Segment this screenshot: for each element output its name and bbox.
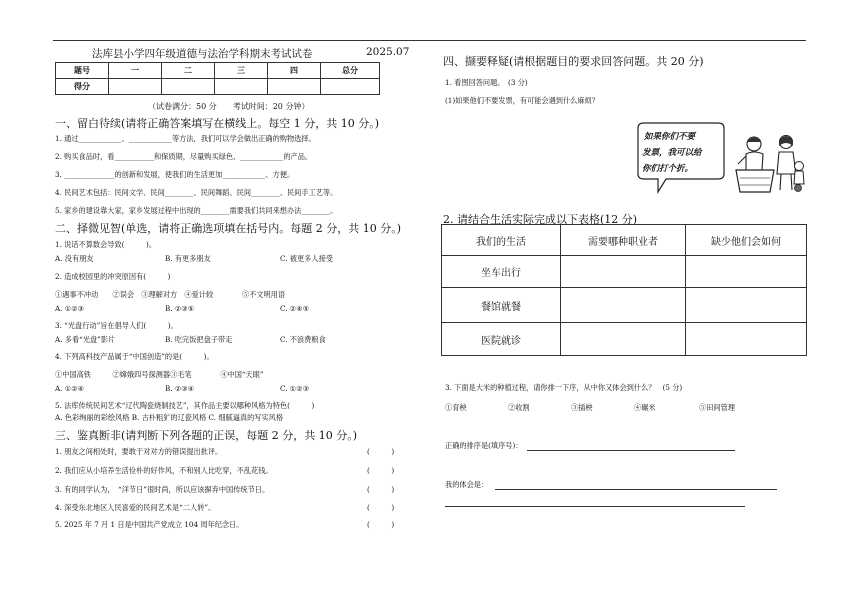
table-row-label: 医院就诊 <box>442 323 561 356</box>
option-a[interactable]: A. ①②③ <box>55 304 85 313</box>
judge-item: 2. 我们应从小培养生活俭朴的好作风，不和别人比吃穿，不乱花钱。 <box>55 466 273 475</box>
question-4-items: ①中国高铁 ②嫦娥四号探测器③毛笔 ④中国“天眼” <box>55 370 264 379</box>
table-row <box>442 323 807 356</box>
question-5[interactable]: 5. 法库传统民间艺术“辽代陶瓷烧制技艺”，其作品主要以哪种风格为特色( ) <box>55 401 315 410</box>
judge-paren[interactable]: ( ) <box>367 447 395 456</box>
bubble-line: 你们打个折。 <box>642 164 694 174</box>
q1-subquestion: (1)如果他们不要发票，有可能会遇到什么麻烦？ <box>445 96 599 105</box>
score-cell: 一 <box>109 63 162 79</box>
judge-paren[interactable]: ( ) <box>367 485 395 494</box>
table-header: 我们的生活 <box>442 225 561 256</box>
fill-item[interactable]: 1. 通过____________、____________等方法，我们可以学会做出正确的购物选择。 <box>55 134 316 143</box>
answer-cell[interactable] <box>686 256 807 288</box>
score-cell: 二 <box>162 63 215 79</box>
score-input-cell[interactable] <box>321 79 380 95</box>
judge-item: 5. 2025 年 7 月 1 日是中国共产党成立 104 周年纪念日。 <box>55 520 244 529</box>
score-table-score-row <box>56 79 380 95</box>
option-c[interactable]: C. ①②③ <box>280 384 310 393</box>
answer-cell[interactable] <box>686 323 807 356</box>
question-5-options[interactable]: A. 色彩绚丽的彩绘风格 B. 古朴粗犷的辽瓷风格 C. 细腻逼真的写实风格 <box>55 413 284 422</box>
question-4[interactable]: 4. 下列高科技产品属于“中国创造”的是( )。 <box>55 352 214 361</box>
answer-cell[interactable] <box>561 323 686 356</box>
option-c[interactable]: C. 不浪费粮食 <box>280 335 326 344</box>
judge-item: 1. 朋友之间相处时，要敢于对对方的错误提出批评。 <box>55 447 223 456</box>
table-header: 需要哪种职业者 <box>561 225 686 256</box>
option-a[interactable]: A. 多看“光盘”影片 <box>55 335 116 344</box>
fill-item[interactable]: 3. ______________的创新和发展，使我们的生活更加____________、方便。 <box>55 170 295 179</box>
fill-item[interactable]: 4. 民间艺术包括：民间文学、民间________、民间舞蹈、民间________、民间手工艺等。 <box>55 188 338 197</box>
section2-heading: 二、择微见智(单选，请将正确选项填在括号内。每题 2 分，共 10 分。) <box>55 222 402 235</box>
cartoon-illustration <box>636 122 806 194</box>
exam-info: （试卷满分：50 分 考试时间：20 分钟） <box>148 102 310 111</box>
bubble-line: 发票，我可以给 <box>642 148 702 158</box>
score-table-header-row <box>56 63 380 79</box>
rice-step: ②收割 <box>508 403 530 412</box>
table-row-label: 餐馆就餐 <box>442 288 561 323</box>
table-row-label: 坐车出行 <box>442 256 561 288</box>
q3-title: 3. 下面是大米的种植过程，请你排一下序，从中你又体会到什么？ (5 分) <box>445 383 683 392</box>
rice-step: ⑤田间管理 <box>699 403 735 412</box>
fill-item[interactable]: 2. 购买食品时，看___________和保质期，尽量购买绿色、____________的产品。 <box>55 152 313 161</box>
option-b[interactable]: B. 吃完饭把盘子带走 <box>165 335 233 344</box>
score-cell: 总分 <box>321 63 380 79</box>
score-input-cell[interactable] <box>215 79 268 95</box>
judge-item: 4. 深受东北地区人民喜爱的民间艺术是“二人转”。 <box>55 503 216 512</box>
option-a[interactable]: A. ①②④ <box>55 384 85 393</box>
fill-item[interactable]: 5. 家乡的建设靠大家，家乡发展过程中出现的________需要我们共同来想办法________。 <box>55 206 338 215</box>
option-b[interactable]: B. 有更多朋友 <box>165 254 211 263</box>
judge-item: 3. 有的同学认为， “洋节日”很时尚，所以应该摒弃中国传统节日。 <box>55 485 270 494</box>
score-input-cell[interactable] <box>162 79 215 95</box>
table-header: 缺少他们会如何 <box>686 225 807 256</box>
question-2[interactable]: 2. 造成校园里的冲突原因有( ) <box>55 272 171 281</box>
feel-answer-line[interactable] <box>495 489 777 490</box>
exam-title: 法库县小学四年级道德与法治学科期末考试试卷 <box>92 48 313 60</box>
rice-step: ①育秧 <box>445 403 467 412</box>
answer-cell[interactable] <box>561 288 686 323</box>
answer-cell[interactable] <box>686 288 807 323</box>
feel-answer-line[interactable] <box>445 506 745 507</box>
order-answer-line[interactable] <box>527 450 735 451</box>
judge-paren[interactable]: ( ) <box>367 520 395 529</box>
score-cell: 得分 <box>56 79 109 95</box>
score-cell: 三 <box>215 63 268 79</box>
table-row <box>442 256 807 288</box>
option-b[interactable]: B. ②③⑤ <box>165 304 195 313</box>
order-label: 正确的排序是(填序号)： <box>445 441 523 450</box>
table-row <box>442 288 807 323</box>
professions-table <box>441 224 807 356</box>
rice-step: ④碾米 <box>634 403 656 412</box>
section1-heading: 一、留白待续(请将正确答案填写在横线上。每空 1 分，共 10 分。) <box>55 117 380 130</box>
option-b[interactable]: B. ②③④ <box>165 384 195 393</box>
option-c[interactable]: C. 被更多人接受 <box>280 254 333 263</box>
q2-title: 2. 请结合生活实际完成以下表格(12 分) <box>443 213 638 226</box>
judge-paren[interactable]: ( ) <box>367 503 395 512</box>
score-input-cell[interactable] <box>268 79 321 95</box>
option-c[interactable]: C. ②④⑤ <box>280 304 310 313</box>
rice-step: ③插秧 <box>571 403 593 412</box>
score-table <box>55 62 380 95</box>
q1-title: 1. 看图回答问题。 (3 分) <box>445 78 528 87</box>
score-cell: 四 <box>268 63 321 79</box>
question-1[interactable]: 1. 说话不算数会导致( )。 <box>55 240 157 249</box>
top-rule <box>53 40 806 41</box>
option-a[interactable]: A. 没有朋友 <box>55 254 94 263</box>
judge-paren[interactable]: ( ) <box>367 466 395 475</box>
bubble-line: 如果你们不要 <box>644 132 696 142</box>
question-2-items: ①遇事不冲动 ②误会 ③理解对方 ④爱计较 ⑤不文明用语 <box>55 290 286 299</box>
answer-cell[interactable] <box>561 256 686 288</box>
question-3[interactable]: 3. “光盘行动”旨在倡导人们( )。 <box>55 321 178 330</box>
score-cell: 题号 <box>56 63 109 79</box>
table-header-row <box>442 225 807 256</box>
section3-heading: 三、鉴真断非(请判断下列各题的正误，每题 2 分，共 10 分。) <box>55 429 358 442</box>
exam-date: 2025.07 <box>366 46 410 58</box>
score-input-cell[interactable] <box>109 79 162 95</box>
section4-heading: 四、撷要释疑(请根据题目的要求回答问题。共 20 分) <box>443 55 704 68</box>
feel-label: 我的体会是： <box>445 480 489 489</box>
